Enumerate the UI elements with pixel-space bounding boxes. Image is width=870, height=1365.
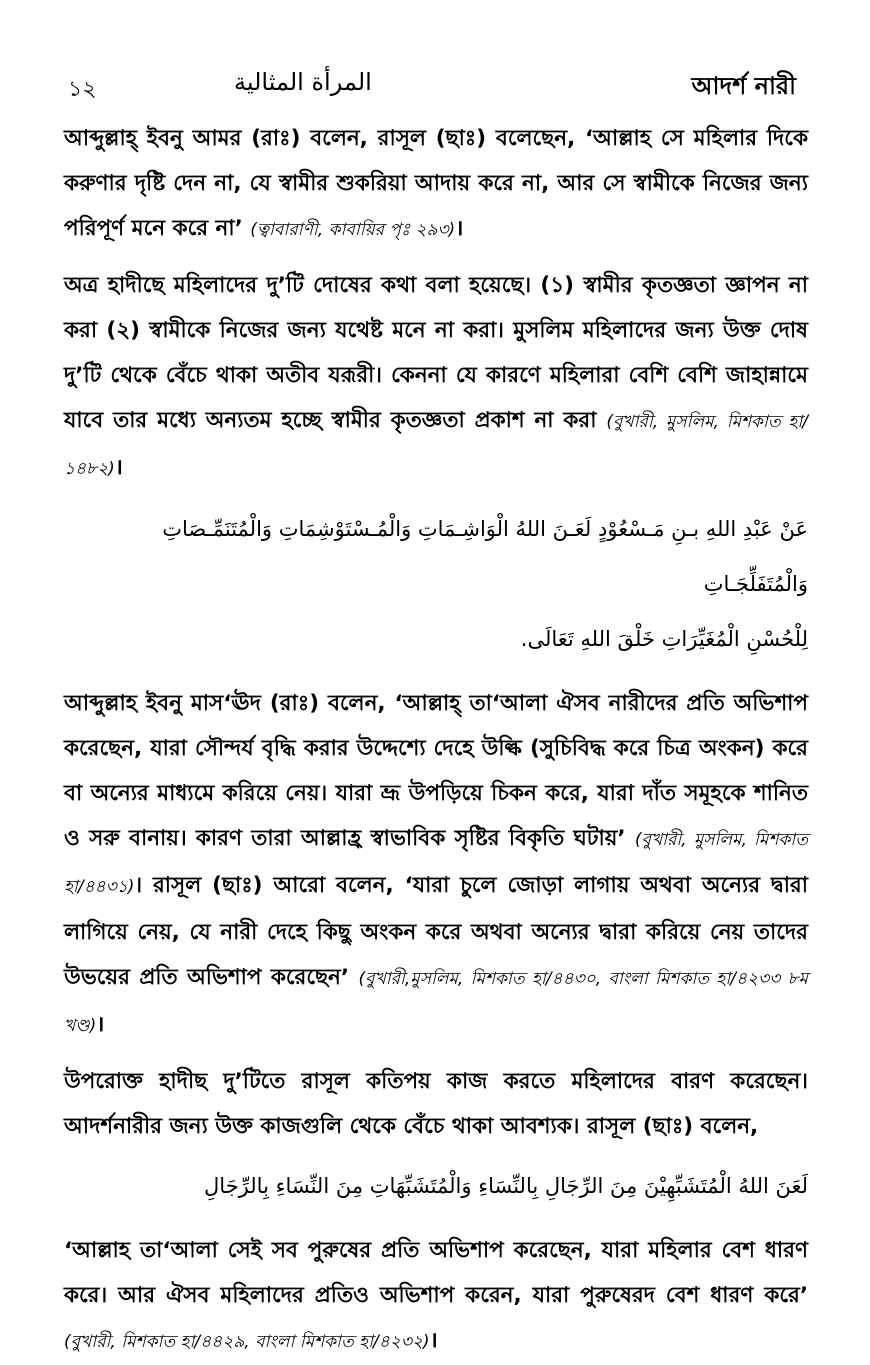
paragraph-2: [64, 263, 808, 492]
arabic-hadith-1: [64, 502, 808, 667]
page-number: ১২: [68, 77, 97, 102]
paragraph-text: আব্দুল্লাহ্ ইবনু আমর (রাঃ) বলেন, রাসূল (ছাঃ) বলেছেন, ‘আল্লাহ সে মহিলার দিকে করুণার দৃষ্টি দেন না, যে স্বামীর শুকরিয়া আদায় করে না, আর সে স্বামীকে নিজের জন্য পরিপূর্ণ মনে করে না’: [64, 126, 808, 241]
paragraph-4: [64, 1059, 808, 1149]
dari: ।: [96, 1012, 105, 1037]
bengali-book-title: আদর্শ নারী: [691, 72, 796, 100]
paragraph-1: [64, 116, 808, 253]
arabic-line: لِلْحُسْنِ الْمُغَيِّرَاتِ خَلْقَ اللهِ تَعَالَى.: [520, 627, 808, 651]
dari: ।: [114, 455, 123, 480]
arabic-line: لَعَنَ اللهُ الْمُتَشَبِّهِيْنَ مِنَ الرِّجَالِ بِالنِّسَاءِ وَالْمُتَشَبِّهَاتِ مِنَ النِّسَاءِ بِالرِّجَالِ: [204, 1174, 808, 1198]
book-page: [64, 64, 808, 1353]
arabic-book-title: المرأة المثالية: [234, 68, 372, 96]
paragraph-text: উপরোক্ত হাদীছ দু’টিতে রাসূল কতিপয় কাজ করতে মহিলাদের বারণ করেছেন। আদর্শনারীর জন্য উক্ত কাজগুলি থেকে বেঁচে থাকা আবশ্যক। রাসূল (ছাঃ) বলেন,: [64, 1069, 808, 1139]
citation: (বুখারী, মুসলিম, মিশকাত হা/১৪৮২): [64, 412, 808, 479]
paragraph-text-continued: । রাসূল (ছাঃ) আরো বলেন, ‘যারা চুলে জোড়া লাগায় অথবা অন্যের দ্বারা লাগিয়ে নেয়, যে নারী দেহে কিছু অংকন করে অথবা অন্যের দ্বারা করিয়ে নেয় তাদের উভয়ের প্রতি অভিশাপ করেছেন’: [64, 873, 808, 990]
citation: (বুখারী, মুসলিম, মিশকাত হা/৪৪৩১): [64, 830, 808, 897]
paragraph-text: আব্দুল্লাহ ইবনু মাস‘ঊদ (রাঃ) বলেন, ‘আল্লাহ্ তা‘আলা ঐসব নারীদের প্রতি অভিশাপ করেছেন, যারা সৌন্দর্য বৃদ্ধি করার উদ্দেশ্যে দেহে উল্কি (সুচিবিদ্ধ করে চিত্র অংকন) করে বা অন্যের মাধ্যমে করিয়ে নেয়। যারা ভ্রূ উপড়িয়ে চিকন করে, যারা দাঁত সমূহকে শানিত ও সরু বানায়। কারণ তারা আল্লাহ্র স্বাভাবিক সৃষ্টির বিকৃতি ঘটায়’: [64, 691, 808, 851]
paragraph-text: ‘আল্লাহ তা‘আলা সেই সব পুরুষের প্রতি অভিশাপ করেছেন, যারা মহিলার বেশ ধারণ করে। আর ঐসব মহিলাদের প্রতিও অভিশাপ করেন, যারা পুরুষেরদ বেশ ধারণ করে’: [64, 1238, 808, 1308]
dari: ।: [429, 1328, 438, 1353]
citation: (বুখারী,মুসলিম, মিশকাত হা/৪৪৩০, বাংলা মিশকাত হা/৪২৩৩ ৮ম খণ্ড): [64, 969, 808, 1036]
citation: (ত্বাবারাণী, কাবায়ির পৃঃ ২৯৩): [250, 220, 456, 240]
arabic-line: عَنْ عَبْدِ اللهِ بـنِ مَـسْعُوْدٍ لَعَـنَ اللهُ الْوَاشِـمَاتِ وَالْمُـسْتَوْشِمَاتِ وَالْمُتَنَمِّـصَاتِ وَالْمُتَفَلِّجَـاتِ: [162, 517, 808, 596]
citation: (বুখারী, মিশকাত হা/৪৪২৯, বাংলা মিশকাত হা/৪২৩২): [64, 1332, 430, 1352]
paragraph-text: অত্র হাদীছে মহিলাদের দু’টি দোষের কথা বলা হয়েছে। (১) স্বামীর কৃতজ্ঞতা জ্ঞাপন না করা (২) স্বামীকে নিজের জন্য যথেষ্ট মনে না করা। মুসলিম মহিলাদের জন্য উক্ত দোষ দু’টি থেকে বেঁচে থাকা অতীব যরূরী। কেননা যে কারণে মহিলারা বেশি বেশি জাহান্নামে যাবে তার মধ্যে অন্যতম হচ্ছে স্বামীর কৃতজ্ঞতা প্রকাশ না করা: [64, 273, 808, 433]
page-header: [64, 64, 808, 116]
paragraph-3: [64, 681, 808, 1049]
dari: ।: [455, 216, 464, 241]
arabic-hadith-2: [64, 1159, 808, 1214]
paragraph-5: [64, 1228, 808, 1365]
